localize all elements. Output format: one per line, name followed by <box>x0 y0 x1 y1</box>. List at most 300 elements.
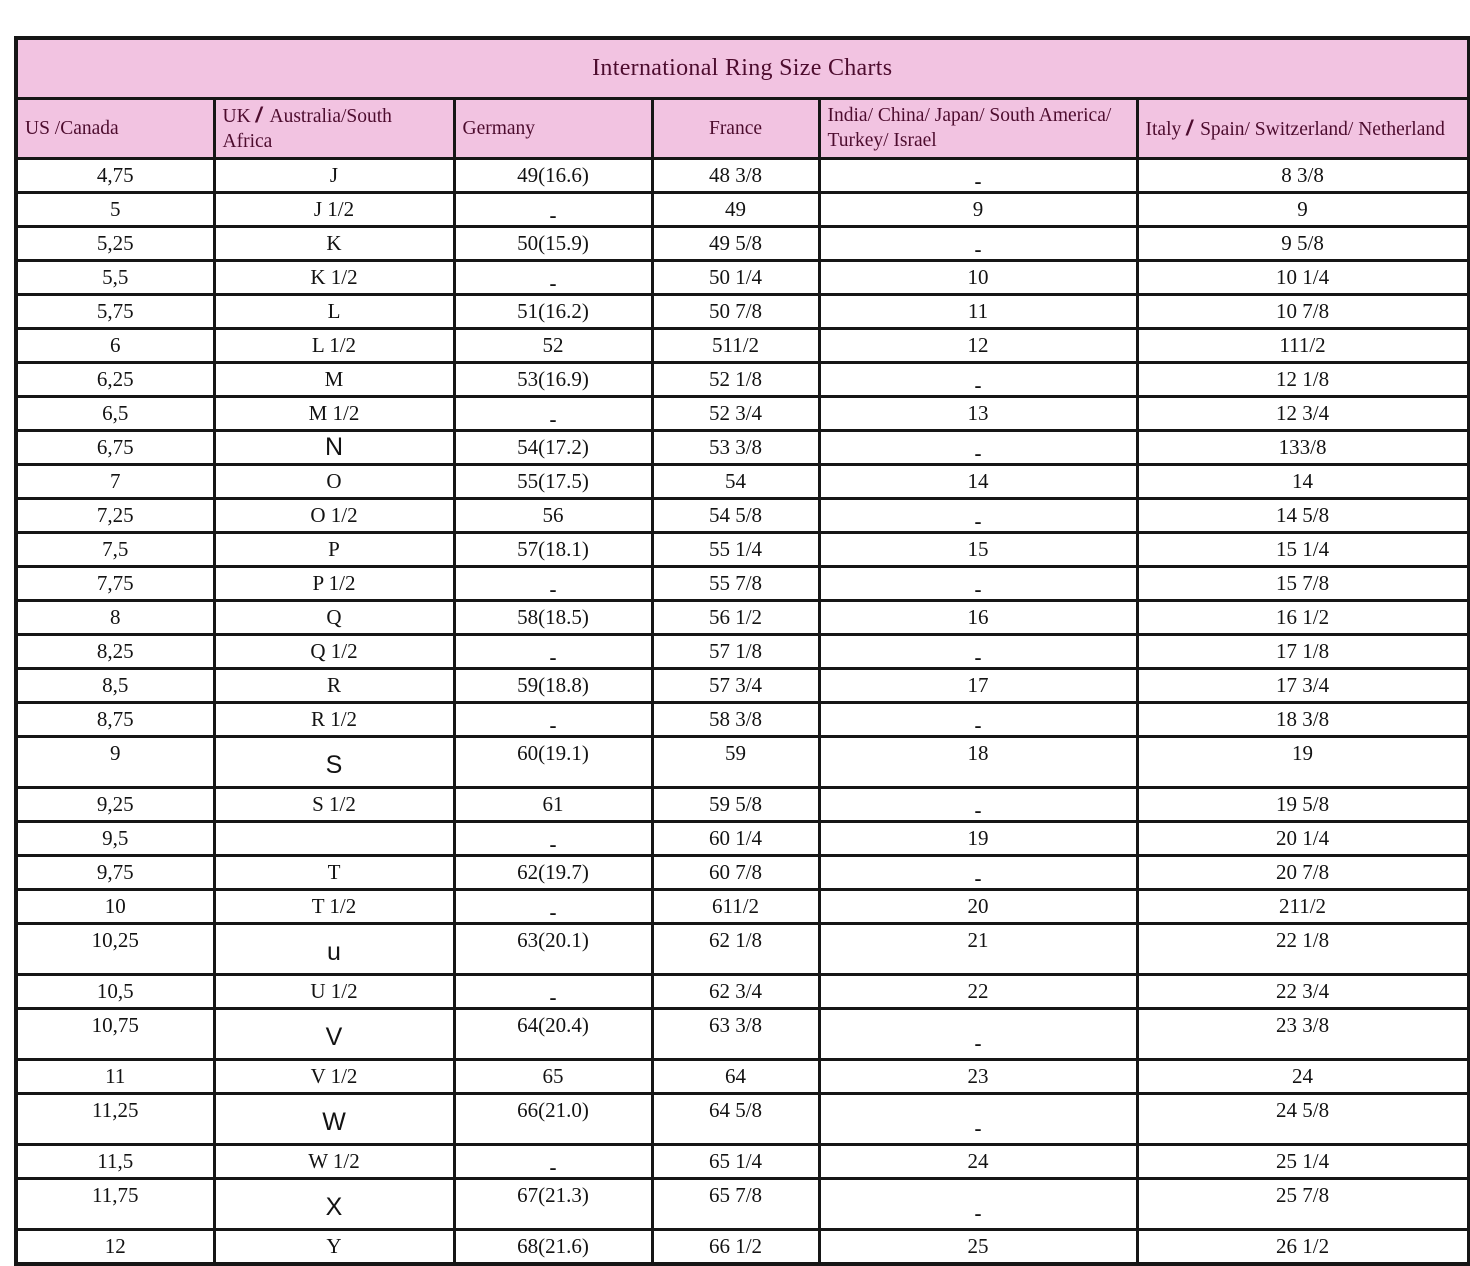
cell-uk <box>214 532 454 566</box>
cell-us <box>16 260 214 294</box>
cell-us <box>16 532 214 566</box>
cell-uk <box>214 600 454 634</box>
missing-value-dash: - <box>549 202 557 227</box>
cell-value: 54(17.2) <box>517 434 589 459</box>
cell-india <box>819 294 1137 328</box>
cell-france <box>652 702 819 736</box>
cell-value: 23 <box>967 1063 989 1088</box>
column-header-germany: Germany <box>454 99 652 159</box>
cell-france <box>652 600 819 634</box>
missing-value-dash: - <box>974 236 982 261</box>
ring-size-table <box>14 36 1470 1266</box>
cell-india <box>819 532 1137 566</box>
cell-value: 17 1/8 <box>1275 638 1330 663</box>
cell-value: 65 7/8 <box>708 1182 763 1207</box>
cell-value: 17 <box>967 672 989 697</box>
cell-us <box>16 1008 214 1059</box>
cell-germany <box>454 1093 652 1144</box>
cell-france <box>652 821 819 855</box>
cell-value: 20 <box>967 893 989 918</box>
cell-value: 7,25 <box>96 502 134 527</box>
missing-value-dash: - <box>974 576 982 601</box>
cell-italy <box>1137 855 1468 889</box>
cell-uk <box>214 974 454 1008</box>
cell-value: 55 7/8 <box>708 570 763 595</box>
cell-value: 24 <box>967 1148 989 1173</box>
cell-france <box>652 566 819 600</box>
cell-italy <box>1137 1008 1468 1059</box>
header-label-line: Turkey/ Israel <box>827 130 937 152</box>
cell-value: 12 3/4 <box>1275 400 1330 425</box>
cell-india <box>819 668 1137 702</box>
cell-value: P 1/2 <box>312 570 356 595</box>
table-row <box>16 1178 1468 1229</box>
table-row <box>16 260 1468 294</box>
cell-us <box>16 192 214 226</box>
cell-value: 111/2 <box>1279 332 1326 357</box>
cell-value: 15 7/8 <box>1275 570 1330 595</box>
cell-value: 12 1/8 <box>1275 366 1330 391</box>
cell-value: 11,75 <box>92 1182 139 1207</box>
cell-india <box>819 1008 1137 1059</box>
cell-uk <box>214 787 454 821</box>
cell-value: 8,5 <box>102 672 129 697</box>
cell-value: X <box>325 1192 343 1221</box>
cell-value: 9,25 <box>96 791 134 816</box>
cell-value: J 1/2 <box>313 196 355 221</box>
cell-value: 5,5 <box>102 264 129 289</box>
cell-uk <box>214 736 454 787</box>
cell-india <box>819 158 1137 192</box>
cell-value: 10,5 <box>96 978 134 1003</box>
cell-germany <box>454 787 652 821</box>
cell-value: 58(18.5) <box>517 604 589 629</box>
cell-india <box>819 787 1137 821</box>
missing-value-dash: - <box>974 508 982 533</box>
cell-italy <box>1137 702 1468 736</box>
cell-germany <box>454 362 652 396</box>
cell-france <box>652 1008 819 1059</box>
table-row <box>16 192 1468 226</box>
cell-value: P <box>328 536 340 561</box>
cell-value: 58 3/8 <box>708 706 763 731</box>
cell-us <box>16 668 214 702</box>
cell-value: S <box>325 750 343 779</box>
table-row <box>16 974 1468 1008</box>
cell-value: 9,5 <box>102 825 129 850</box>
missing-value-dash: - <box>549 406 557 431</box>
cell-value: 9,75 <box>96 859 134 884</box>
cell-value: 7 <box>110 468 121 493</box>
cell-value: 15 <box>967 536 989 561</box>
cell-germany <box>454 974 652 1008</box>
cell-uk <box>214 668 454 702</box>
table-row <box>16 566 1468 600</box>
cell-germany <box>454 702 652 736</box>
missing-value-dash: - <box>549 1154 557 1179</box>
cell-value: 7,75 <box>96 570 134 595</box>
cell-value: 59 5/8 <box>708 791 763 816</box>
cell-uk <box>214 362 454 396</box>
cell-italy <box>1137 566 1468 600</box>
cell-value: 8 3/8 <box>1281 162 1324 187</box>
cell-india <box>819 634 1137 668</box>
cell-us <box>16 362 214 396</box>
missing-value-dash: - <box>549 984 557 1009</box>
cell-us <box>16 328 214 362</box>
cell-value: 8,25 <box>96 638 134 663</box>
header-label-part: Spain/ Switzerland/ Netherland <box>1200 118 1445 140</box>
cell-italy <box>1137 192 1468 226</box>
cell-value: 49(16.6) <box>517 162 589 187</box>
table-row <box>16 430 1468 464</box>
cell-us <box>16 787 214 821</box>
missing-value-dash: - <box>974 712 982 737</box>
cell-value: J <box>329 162 339 187</box>
table-row <box>16 396 1468 430</box>
missing-value-dash: - <box>549 899 557 924</box>
cell-value: R 1/2 <box>310 706 358 731</box>
cell-india <box>819 1178 1137 1229</box>
cell-value: 22 1/8 <box>1275 927 1330 952</box>
table-row <box>16 1093 1468 1144</box>
cell-value: 57 1/8 <box>708 638 763 663</box>
table-row <box>16 1229 1468 1264</box>
cell-germany <box>454 855 652 889</box>
cell-france <box>652 634 819 668</box>
cell-italy <box>1137 889 1468 923</box>
slash-separator: / <box>1186 116 1193 140</box>
cell-value: 65 <box>542 1063 564 1088</box>
cell-value: L 1/2 <box>311 332 357 357</box>
cell-india <box>819 464 1137 498</box>
table-row <box>16 1144 1468 1178</box>
cell-germany <box>454 566 652 600</box>
cell-us <box>16 226 214 260</box>
cell-italy <box>1137 328 1468 362</box>
cell-italy <box>1137 294 1468 328</box>
cell-value: 52 3/4 <box>708 400 763 425</box>
missing-value-dash: - <box>974 1200 982 1225</box>
table-row <box>16 328 1468 362</box>
cell-india <box>819 1144 1137 1178</box>
cell-value: 4,75 <box>96 162 134 187</box>
cell-value: 59 <box>725 740 746 765</box>
cell-germany <box>454 464 652 498</box>
cell-germany <box>454 1059 652 1093</box>
cell-germany <box>454 1178 652 1229</box>
cell-value: 20 1/4 <box>1275 825 1330 850</box>
table-row <box>16 923 1468 974</box>
cell-us <box>16 158 214 192</box>
cell-france <box>652 787 819 821</box>
cell-value: 5,25 <box>96 230 134 255</box>
cell-france <box>652 226 819 260</box>
cell-india <box>819 430 1137 464</box>
cell-uk <box>214 260 454 294</box>
cell-italy <box>1137 1178 1468 1229</box>
cell-india <box>819 498 1137 532</box>
cell-france <box>652 1144 819 1178</box>
cell-france <box>652 328 819 362</box>
cell-value: 49 5/8 <box>708 230 763 255</box>
cell-india <box>819 1093 1137 1144</box>
cell-italy <box>1137 923 1468 974</box>
cell-value: 52 1/8 <box>708 366 763 391</box>
cell-italy <box>1137 974 1468 1008</box>
header-label-line: India/ China/ Japan/ South America/ <box>827 105 1112 126</box>
cell-us <box>16 396 214 430</box>
cell-value: 5 <box>110 196 121 221</box>
cell-india <box>819 566 1137 600</box>
cell-value: 10,25 <box>91 927 139 952</box>
cell-germany <box>454 328 652 362</box>
cell-germany <box>454 498 652 532</box>
cell-uk <box>214 430 454 464</box>
missing-value-dash: - <box>974 372 982 397</box>
cell-value: 211/2 <box>1279 893 1327 918</box>
cell-us <box>16 1229 214 1264</box>
cell-value: 25 <box>967 1233 989 1258</box>
table-row <box>16 158 1468 192</box>
cell-value: Y <box>326 1233 342 1258</box>
cell-value: 9 5/8 <box>1281 230 1324 255</box>
cell-value: 18 <box>967 740 989 765</box>
cell-value: 11,5 <box>97 1148 134 1173</box>
cell-value: V 1/2 <box>310 1063 358 1088</box>
cell-value: 16 <box>967 604 989 629</box>
cell-value: 10 7/8 <box>1275 298 1330 323</box>
column-header-india <box>819 99 1137 159</box>
table-body <box>16 158 1468 1264</box>
cell-value: 14 <box>967 468 989 493</box>
table-row <box>16 634 1468 668</box>
cell-india <box>819 702 1137 736</box>
cell-value: 62 3/4 <box>708 978 763 1003</box>
cell-us <box>16 1059 214 1093</box>
cell-value: 50 1/4 <box>708 264 763 289</box>
cell-value: W <box>322 1107 346 1136</box>
cell-uk <box>214 566 454 600</box>
cell-france <box>652 736 819 787</box>
cell-value: 51(16.2) <box>517 298 589 323</box>
cell-us <box>16 736 214 787</box>
cell-france <box>652 1093 819 1144</box>
table-row <box>16 532 1468 566</box>
cell-us <box>16 855 214 889</box>
cell-value: 63 3/8 <box>708 1012 763 1037</box>
cell-france <box>652 532 819 566</box>
cell-uk <box>214 294 454 328</box>
cell-value: R <box>326 672 341 697</box>
cell-value: 23 3/8 <box>1275 1012 1330 1037</box>
cell-us <box>16 294 214 328</box>
cell-germany <box>454 1008 652 1059</box>
cell-value: W 1/2 <box>308 1148 360 1173</box>
cell-value: 57(18.1) <box>517 536 589 561</box>
cell-value: 10 <box>104 893 126 918</box>
cell-us <box>16 430 214 464</box>
header-label-part: Australia/South Africa <box>222 106 392 153</box>
cell-value: 66(21.0) <box>517 1097 589 1122</box>
cell-india <box>819 889 1137 923</box>
cell-germany <box>454 396 652 430</box>
cell-france <box>652 396 819 430</box>
cell-value: 54 <box>725 468 746 493</box>
cell-value: 14 5/8 <box>1275 502 1330 527</box>
cell-india <box>819 396 1137 430</box>
cell-germany <box>454 889 652 923</box>
cell-value: 9 <box>972 196 984 221</box>
table-title: International Ring Size Charts <box>16 38 1468 99</box>
table-row <box>16 1008 1468 1059</box>
cell-value: T <box>327 859 341 884</box>
cell-france <box>652 362 819 396</box>
cell-germany <box>454 821 652 855</box>
cell-germany <box>454 634 652 668</box>
cell-value: 53(16.9) <box>517 366 589 391</box>
table-row <box>16 855 1468 889</box>
cell-value: 48 3/8 <box>708 162 763 187</box>
cell-germany <box>454 600 652 634</box>
cell-value: 13 <box>967 400 989 425</box>
cell-us <box>16 974 214 1008</box>
cell-france <box>652 889 819 923</box>
cell-value: 54 5/8 <box>708 502 763 527</box>
cell-italy <box>1137 634 1468 668</box>
cell-value: 8 <box>110 604 121 629</box>
cell-india <box>819 974 1137 1008</box>
cell-italy <box>1137 158 1468 192</box>
cell-value: 9 <box>1297 196 1308 221</box>
cell-value: 20 7/8 <box>1275 859 1330 884</box>
cell-value: 64 5/8 <box>708 1097 763 1122</box>
cell-value: 11,25 <box>92 1097 139 1122</box>
cell-value: 18 3/8 <box>1275 706 1330 731</box>
cell-germany <box>454 192 652 226</box>
cell-value: 62(19.7) <box>517 859 589 884</box>
cell-us <box>16 634 214 668</box>
missing-value-dash: - <box>974 1115 982 1140</box>
cell-italy <box>1137 430 1468 464</box>
cell-italy <box>1137 668 1468 702</box>
cell-france <box>652 464 819 498</box>
cell-uk <box>214 226 454 260</box>
cell-uk <box>214 396 454 430</box>
cell-value: 14 <box>1292 468 1314 493</box>
cell-uk <box>214 464 454 498</box>
cell-value: K 1/2 <box>310 264 358 289</box>
missing-value-dash: - <box>974 168 982 193</box>
cell-italy <box>1137 396 1468 430</box>
cell-value: 64(20.4) <box>517 1012 589 1037</box>
cell-value: 25 7/8 <box>1275 1182 1330 1207</box>
cell-uk <box>214 192 454 226</box>
cell-value: 68(21.6) <box>517 1233 589 1258</box>
cell-value: 55(17.5) <box>517 468 589 493</box>
cell-uk <box>214 889 454 923</box>
cell-value: 8,75 <box>96 706 134 731</box>
cell-value: 60 7/8 <box>708 859 763 884</box>
cell-value: 15 1/4 <box>1275 536 1330 561</box>
cell-value: 49 <box>725 196 746 221</box>
cell-italy <box>1137 498 1468 532</box>
cell-value: 133/8 <box>1278 434 1327 459</box>
cell-india <box>819 1059 1137 1093</box>
cell-uk <box>214 1178 454 1229</box>
cell-value: M 1/2 <box>308 400 360 425</box>
cell-uk <box>214 821 454 855</box>
cell-value: 22 <box>967 978 989 1003</box>
cell-value: 50(15.9) <box>517 230 589 255</box>
cell-value: 21 <box>967 927 989 952</box>
cell-india <box>819 328 1137 362</box>
table-row <box>16 1059 1468 1093</box>
cell-value: 26 1/2 <box>1275 1233 1330 1258</box>
cell-value: 65 1/4 <box>708 1148 763 1173</box>
cell-value: 6 <box>110 332 121 357</box>
cell-value: 19 <box>967 825 989 850</box>
cell-india <box>819 192 1137 226</box>
cell-value: 57 3/4 <box>708 672 763 697</box>
cell-us <box>16 600 214 634</box>
cell-value: Q <box>326 604 342 629</box>
missing-value-dash: - <box>549 644 557 669</box>
cell-value: 10,75 <box>91 1012 139 1037</box>
cell-france <box>652 974 819 1008</box>
cell-value: N <box>324 432 344 461</box>
cell-germany <box>454 1229 652 1264</box>
table-row <box>16 600 1468 634</box>
cell-uk <box>214 1093 454 1144</box>
cell-germany <box>454 430 652 464</box>
cell-italy <box>1137 1059 1468 1093</box>
missing-value-dash: - <box>974 797 982 822</box>
cell-france <box>652 158 819 192</box>
column-header-france: France <box>652 99 819 159</box>
cell-india <box>819 226 1137 260</box>
cell-value: 62 1/8 <box>708 927 763 952</box>
cell-italy <box>1137 736 1468 787</box>
cell-value: 22 3/4 <box>1275 978 1330 1003</box>
cell-value: 25 1/4 <box>1275 1148 1330 1173</box>
cell-us <box>16 1178 214 1229</box>
missing-value-dash: - <box>549 270 557 295</box>
cell-germany <box>454 294 652 328</box>
cell-value: 24 <box>1292 1063 1314 1088</box>
cell-france <box>652 668 819 702</box>
cell-france <box>652 1059 819 1093</box>
cell-us <box>16 923 214 974</box>
cell-value: 10 <box>967 264 989 289</box>
table-row <box>16 668 1468 702</box>
cell-germany <box>454 226 652 260</box>
cell-value: 6,25 <box>96 366 134 391</box>
cell-value: 9 <box>110 740 121 765</box>
table-row <box>16 889 1468 923</box>
cell-value: 11 <box>105 1063 126 1088</box>
cell-value: T 1/2 <box>311 893 357 918</box>
cell-value: 55 1/4 <box>708 536 763 561</box>
cell-germany <box>454 923 652 974</box>
cell-france <box>652 1229 819 1264</box>
cell-uk <box>214 923 454 974</box>
missing-value-dash: - <box>549 712 557 737</box>
cell-france <box>652 294 819 328</box>
cell-value: 11 <box>967 298 989 323</box>
cell-india <box>819 923 1137 974</box>
cell-value: K <box>326 230 342 255</box>
